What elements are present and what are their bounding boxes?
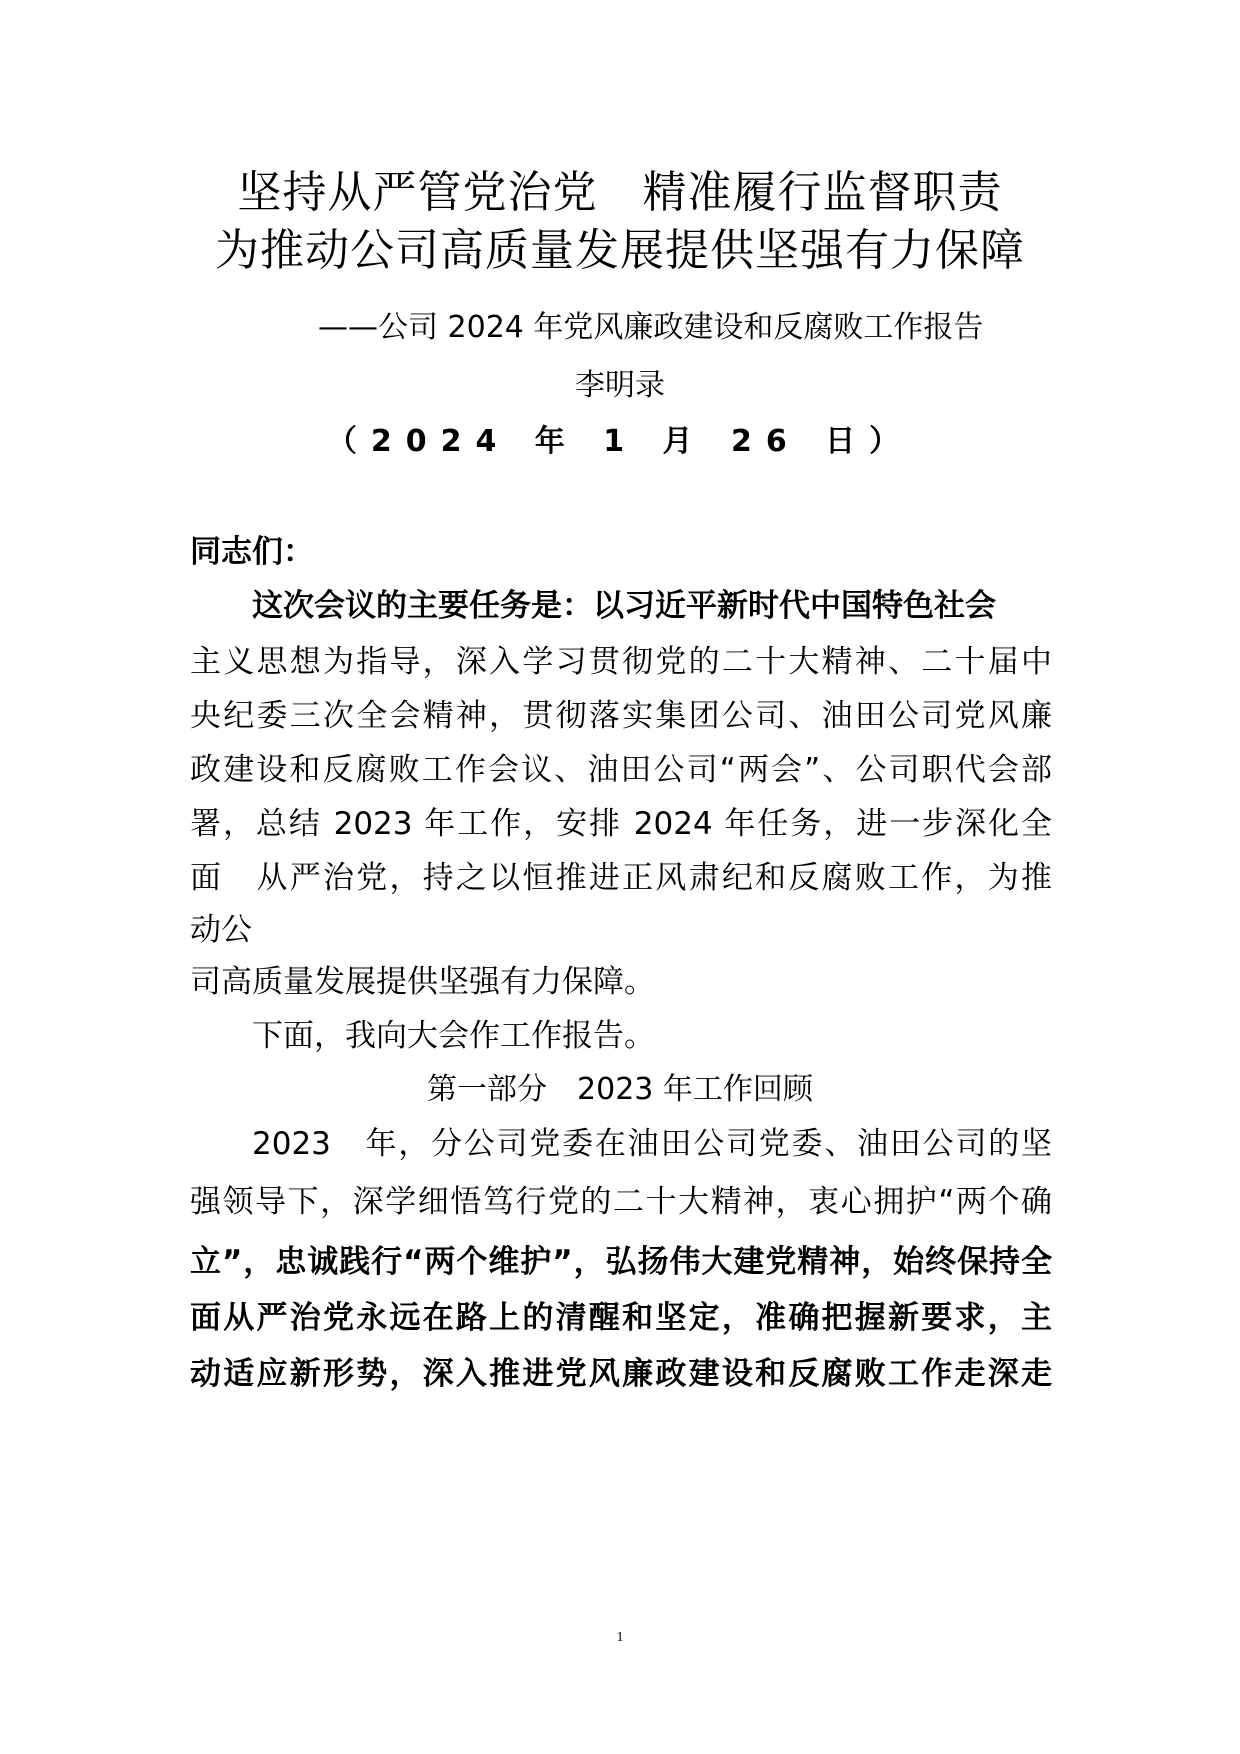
section-title: 第一部分 2023 年工作回顾 bbox=[427, 1072, 813, 1107]
para1-line-8: 司高质量发展提供坚强有力保障。 bbox=[190, 964, 655, 1000]
para1-line-1: 这次会议的主要任务是：以习近平新时代中国特色社会 bbox=[252, 588, 996, 624]
report-date bbox=[0, 416, 1240, 460]
subtitle: ——公司 2024 年党风廉政建设和反腐败工作报告 bbox=[318, 310, 984, 345]
para1-line-4: 政建设和反腐败工作会议、油田公司“两会”、公司职代会部 bbox=[190, 752, 1052, 788]
para1-line-6: 面 从严治党，持之以恒推进正风肃纪和反腐败工作，为推 bbox=[190, 860, 1052, 896]
title-line-1: 坚持从严管党治党 精准履行监督职责 bbox=[237, 167, 1003, 218]
para1-line-3: 央纪委三次全会精神，贯彻落实集团公司、油田公司党风廉 bbox=[190, 698, 1052, 734]
page-number: 1 bbox=[616, 1630, 624, 1645]
author-name: 李明录 bbox=[575, 368, 665, 403]
para3-line-5: 动适应新形势，深入推进党风廉政建设和反腐败工作走深走 bbox=[190, 1356, 1052, 1392]
para3-line-4: 面从严治党永远在路上的清醒和坚定，准确把握新要求，主 bbox=[190, 1300, 1052, 1336]
para3-line-1: 2023 年，分公司党委在油田公司党委、油田公司的坚 bbox=[252, 1126, 1052, 1162]
para3-line-3: 立”，忠诚践行“两个维护”，弘扬伟大建党精神，始终保持全 bbox=[190, 1244, 1052, 1280]
report-date-text: （2024 年 1 月 26 日） bbox=[326, 424, 914, 459]
para3-line-2: 强领导下，深学细悟笃行党的二十大精神，衷心拥护“两个确 bbox=[190, 1184, 1052, 1220]
para2: 下面，我向大会作工作报告。 bbox=[252, 1018, 655, 1054]
para1-line-2: 主义思想为指导，深入学习贯彻党的二十大精神、二十届中 bbox=[190, 644, 1052, 680]
salutation: 同志们： bbox=[190, 534, 314, 570]
para1-line-7: 动公 bbox=[190, 912, 252, 948]
para1-line-5: 署，总结 2023 年工作，安排 2024 年任务，进一步深化全 bbox=[190, 806, 1052, 842]
title-line-2: 为推动公司高质量发展提供坚强有力保障 bbox=[215, 225, 1025, 276]
